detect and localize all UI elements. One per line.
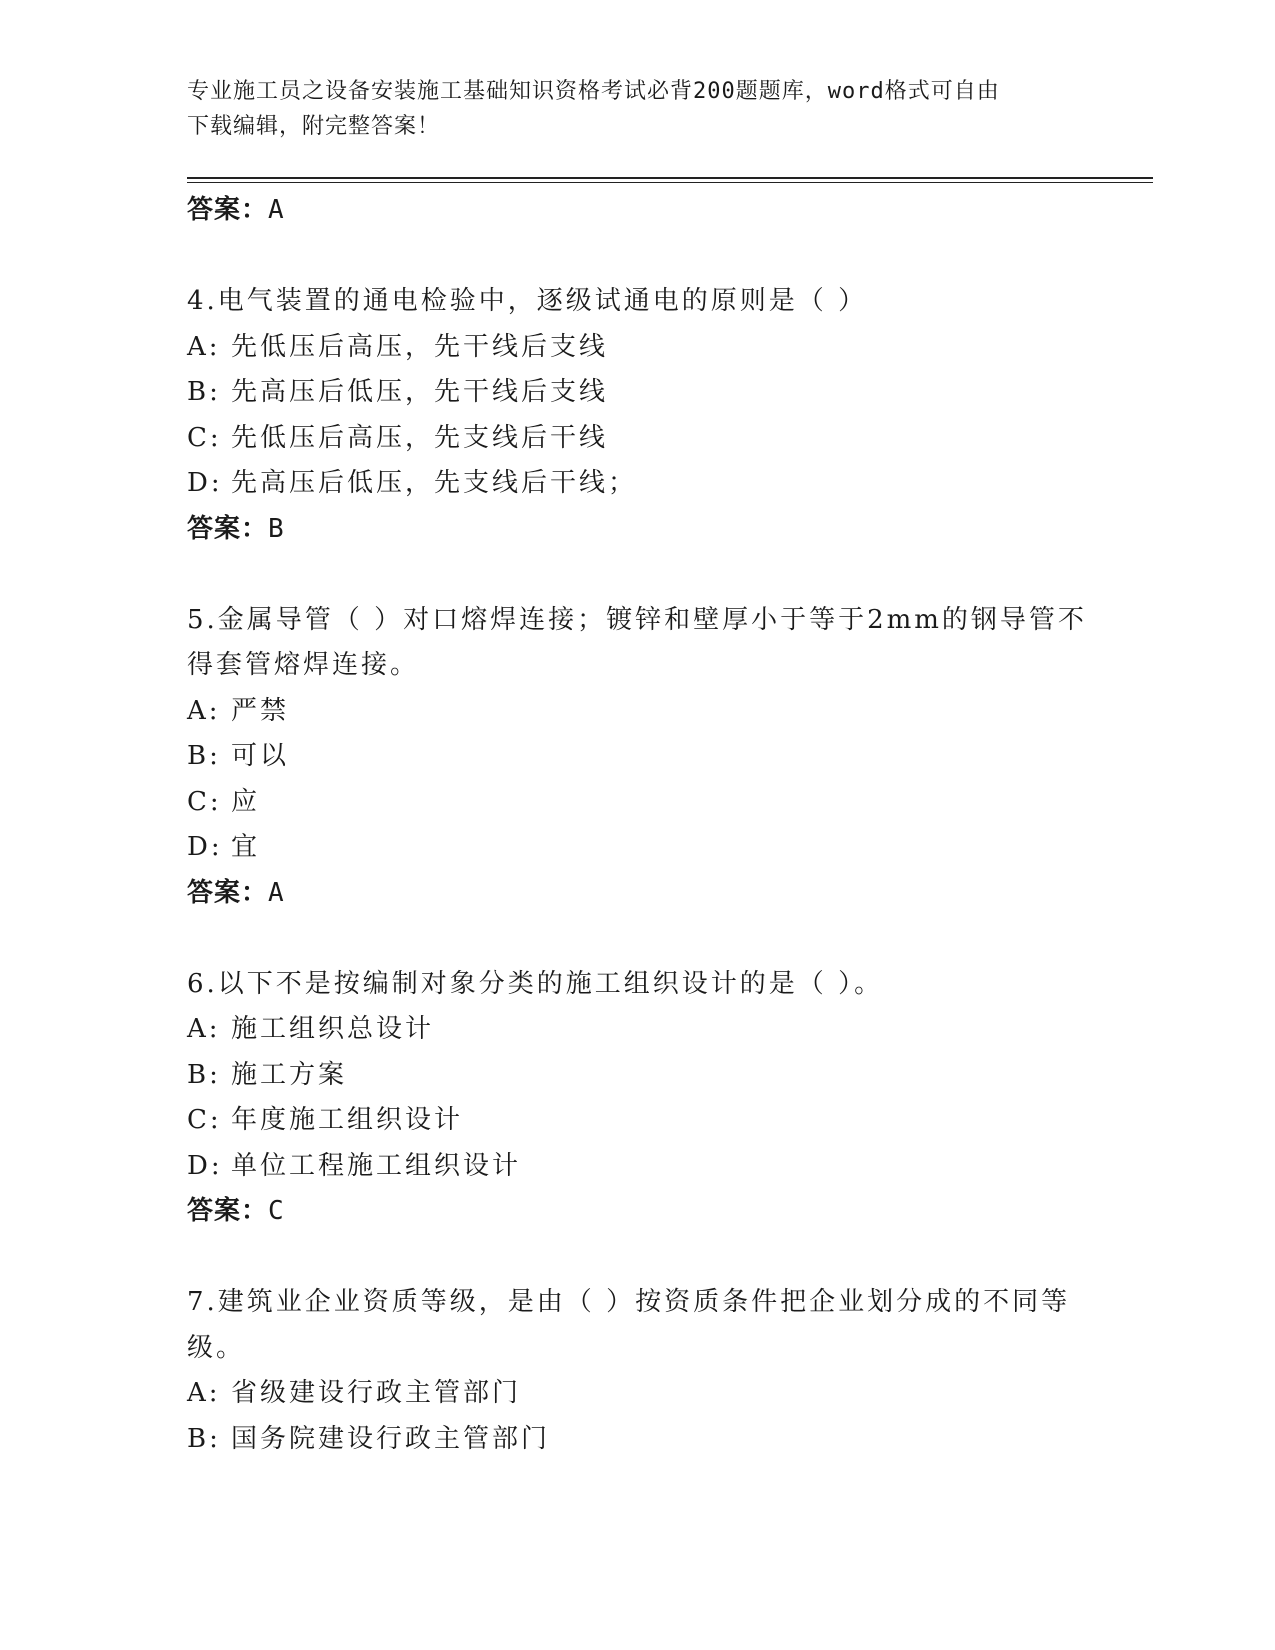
option-text: 先高压后低压，先支线后干线； (231, 468, 638, 498)
header-line-2: 下载编辑，附完整答案！ (187, 114, 441, 139)
option-c (187, 780, 1087, 826)
question-block (187, 962, 1087, 1235)
question-text: 7.建筑业企业资质等级，是由（ ）按资质条件把企业划分成的不同等 (187, 1287, 1071, 1317)
header-line-1: 专业施工员之设备安装施工基础知识资格考试必背200题题库，word格式可自由 (187, 79, 1000, 104)
answer-line (187, 871, 1087, 917)
option-letter: B: (187, 1059, 221, 1090)
option-text: 施工方案 (231, 1059, 348, 1090)
question-text-continued: 级。 (187, 1332, 246, 1363)
answer-line (187, 507, 1087, 553)
answer-line (187, 188, 1087, 234)
option-d (187, 461, 1087, 507)
option-b (187, 370, 1087, 416)
answer-label: 答案： (187, 877, 269, 908)
option-a (187, 1007, 1087, 1053)
option-letter: A: (187, 331, 221, 362)
option-b (187, 1053, 1087, 1099)
option-text: 宜 (231, 832, 261, 862)
option-letter: C: (187, 786, 222, 817)
question-text: 5.金属导管（ ）对口熔焊连接；镀锌和壁厚小于等于2mm的钢导管不 (187, 604, 1087, 635)
option-letter: A: (187, 1014, 221, 1044)
option-b (187, 734, 1087, 780)
answer-value: C (268, 1196, 285, 1226)
option-c (187, 416, 1087, 462)
option-letter: A: (187, 1378, 221, 1408)
header-divider-thick (187, 177, 1153, 179)
option-letter: B: (187, 377, 221, 407)
option-text: 省级建设行政主管部门 (231, 1378, 522, 1408)
option-text: 应 (231, 786, 261, 817)
option-letter: B: (187, 741, 221, 771)
answer-value: A (268, 195, 285, 225)
option-text: 国务院建设行政主管部门 (231, 1423, 551, 1454)
option-letter: B: (187, 1423, 221, 1454)
option-letter: D: (187, 1150, 223, 1181)
spacer (187, 1235, 1087, 1281)
question-block (187, 279, 1087, 552)
spacer (187, 916, 1087, 962)
document-header (187, 74, 1067, 144)
question-text: 4.电气装置的通电检验中，逐级试通电的原则是（ ） (187, 286, 868, 316)
option-text: 可以 (231, 741, 290, 771)
option-b (187, 1417, 1087, 1463)
option-text: 年度施工组织设计 (231, 1105, 464, 1135)
question-block (187, 598, 1087, 917)
option-a (187, 1371, 1087, 1417)
answer-label: 答案： (187, 195, 269, 225)
option-d (187, 1144, 1087, 1190)
option-letter: A: (187, 695, 221, 726)
answer-label: 答案： (187, 513, 269, 544)
question-text: 6.以下不是按编制对象分类的施工组织设计的是（ ）。 (187, 968, 884, 999)
answer-label: 答案： (187, 1196, 269, 1226)
option-text: 严禁 (231, 695, 290, 726)
spacer (187, 234, 1087, 280)
answer-value: B (268, 513, 285, 544)
question-block (187, 1280, 1087, 1462)
option-letter: C: (187, 1105, 222, 1135)
option-text: 单位工程施工组织设计 (231, 1150, 522, 1181)
option-text: 先高压后低压，先干线后支线 (231, 377, 609, 407)
header-divider-thin (187, 182, 1153, 183)
option-letter: C: (187, 422, 222, 453)
question-text-continued: 得套管熔焊连接。 (187, 650, 420, 680)
option-letter: D: (187, 468, 223, 498)
option-text: 先低压后高压，先支线后干线 (231, 422, 609, 453)
option-text: 施工组织总设计 (231, 1014, 435, 1044)
option-text: 先低压后高压，先干线后支线 (231, 331, 609, 362)
option-d (187, 825, 1087, 871)
option-c (187, 1098, 1087, 1144)
answer-line (187, 1189, 1087, 1235)
option-a (187, 325, 1087, 371)
option-letter: D: (187, 832, 223, 862)
option-a (187, 689, 1087, 735)
question-list (187, 188, 1087, 1462)
answer-value: A (268, 877, 285, 908)
spacer (187, 552, 1087, 598)
